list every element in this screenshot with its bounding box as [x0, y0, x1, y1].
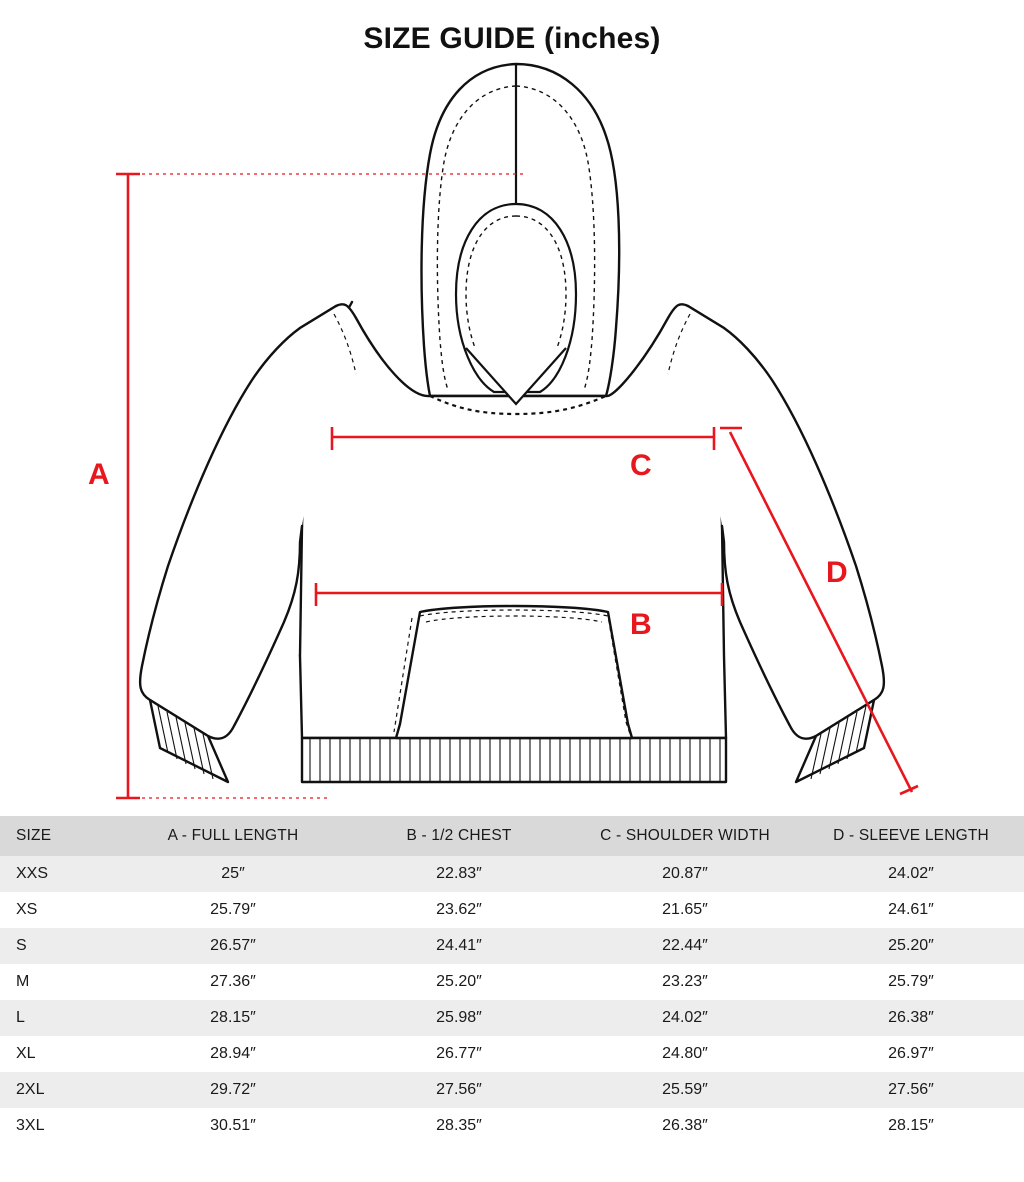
cell-sleeve-length: 24.02″	[888, 865, 934, 882]
cell-full-length: 25″	[221, 865, 245, 882]
cell-size: S	[16, 937, 27, 954]
cell-full-length: 30.51″	[210, 1117, 256, 1134]
cell-half-chest: 27.56″	[436, 1081, 482, 1098]
hoodie-technical-drawing	[0, 56, 1024, 816]
cell-sleeve-length: 25.79″	[888, 973, 934, 990]
table-row	[0, 1072, 1024, 1108]
dimension-label-a: A	[88, 458, 110, 491]
table-row	[0, 928, 1024, 964]
dimension-label-c: C	[630, 449, 652, 482]
column-header-full-length: A - FULL LENGTH	[120, 816, 346, 856]
cell-sleeve-length: 26.97″	[888, 1045, 934, 1062]
table-row	[0, 1000, 1024, 1036]
cell-sleeve-length: 25.20″	[888, 937, 934, 954]
cell-half-chest: 22.83″	[436, 865, 482, 882]
cell-sleeve-length: 26.38″	[888, 1009, 934, 1026]
cell-half-chest: 25.98″	[436, 1009, 482, 1026]
cell-full-length: 28.94″	[210, 1045, 256, 1062]
cell-full-length: 25.79″	[210, 901, 256, 918]
cell-sleeve-length: 24.61″	[888, 901, 934, 918]
cell-size: XL	[16, 1045, 36, 1062]
dimension-label-b: B	[630, 608, 652, 641]
cell-full-length: 28.15″	[210, 1009, 256, 1026]
cell-size: XXS	[16, 865, 49, 882]
cell-size: XS	[16, 901, 38, 918]
cell-full-length: 29.72″	[210, 1081, 256, 1098]
cell-shoulder-width: 26.38″	[662, 1117, 708, 1134]
cell-shoulder-width: 21.65″	[662, 901, 708, 918]
cell-shoulder-width: 22.44″	[662, 937, 708, 954]
column-header-size: SIZE	[0, 816, 120, 856]
cell-full-length: 27.36″	[210, 973, 256, 990]
cell-size: L	[16, 1009, 25, 1026]
cell-shoulder-width: 23.23″	[662, 973, 708, 990]
cell-sleeve-length: 27.56″	[888, 1081, 934, 1098]
column-header-half-chest: B - 1/2 CHEST	[346, 816, 572, 856]
cell-full-length: 26.57″	[210, 937, 256, 954]
cell-shoulder-width: 20.87″	[662, 865, 708, 882]
cell-half-chest: 28.35″	[436, 1117, 482, 1134]
table-row	[0, 964, 1024, 1000]
dimension-label-d: D	[826, 556, 848, 589]
cell-half-chest: 24.41″	[436, 937, 482, 954]
cell-sleeve-length: 28.15″	[888, 1117, 934, 1134]
garment-outline	[140, 64, 884, 782]
cell-size: 3XL	[16, 1117, 45, 1134]
table-row	[0, 892, 1024, 928]
column-header-shoulder-width: C - SHOULDER WIDTH	[572, 816, 798, 856]
cell-size: M	[16, 973, 30, 990]
cell-shoulder-width: 24.80″	[662, 1045, 708, 1062]
cell-half-chest: 23.62″	[436, 901, 482, 918]
column-header-sleeve-length: D - SLEEVE LENGTH	[798, 816, 1024, 856]
cell-shoulder-width: 25.59″	[662, 1081, 708, 1098]
size-guide-diagram	[0, 56, 1024, 816]
cell-size: 2XL	[16, 1081, 45, 1098]
cell-shoulder-width: 24.02″	[662, 1009, 708, 1026]
cell-half-chest: 26.77″	[436, 1045, 482, 1062]
cell-half-chest: 25.20″	[436, 973, 482, 990]
table-header-row	[0, 816, 1024, 856]
page-title: SIZE GUIDE (inches)	[363, 22, 661, 55]
table-row	[0, 856, 1024, 892]
table-row	[0, 1108, 1024, 1144]
table-row	[0, 1036, 1024, 1072]
size-chart-table	[0, 816, 1024, 1144]
